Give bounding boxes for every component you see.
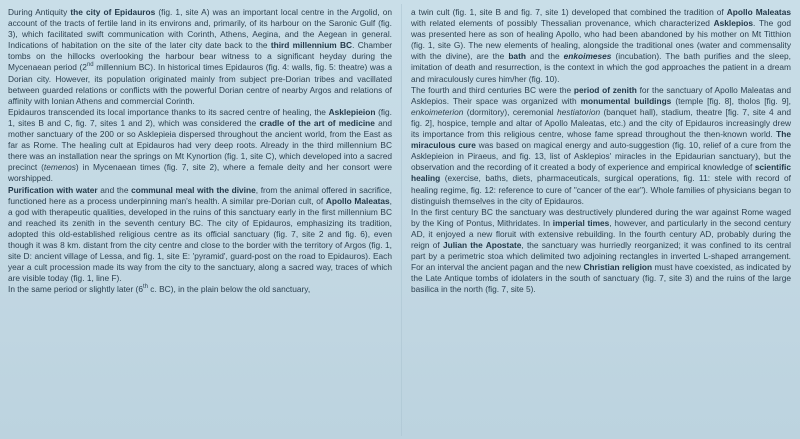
left-column bbox=[8, 7, 392, 295]
bold-text: communal meal with the divine bbox=[131, 184, 256, 195]
bold-text: imperial times bbox=[552, 217, 610, 228]
superscript: th bbox=[142, 284, 148, 291]
bold-text: scientific healing bbox=[411, 162, 791, 184]
italic-text: temenos bbox=[43, 162, 76, 173]
bold-text: The miraculous cure bbox=[411, 129, 791, 151]
bold-text: bath bbox=[508, 51, 526, 62]
bold-text: Apollo Maleatas bbox=[726, 7, 791, 17]
bold-text: Asklepios bbox=[713, 18, 754, 29]
bold-text: Christian religion bbox=[583, 262, 653, 273]
bold-text: cradle of the art of medicine bbox=[259, 117, 375, 128]
bold-text: Asklepieion bbox=[328, 106, 376, 117]
bold-text: period of zenith bbox=[573, 84, 637, 95]
paragraph: In the first century BC the sanctuary was destructively plundered during the war against Rome waged by the King of Pontus, Mithridates. In imperial times, however, and particularly in the second century AD, it enjoyed a new floruit with extensive rebuilding. In the fourth century AD, probably during the reign of Julian the Apostate, the sanctuary was hurriedly reorganized; it was confined to its central part by a perimetric stoa which delimited two adjoining rectangles in inverted L-shaped arrangement. For an interval the ancient pagan and the new Christian religion must have coexisted, as indicated by the Late Antique tombs of idolaters in the south of sanctuary (fig. 7, site 3) and the ruins of the large basilica in the north (fig. 7, site 5). bbox=[411, 206, 791, 295]
bold-text: Julian the Apostate bbox=[442, 239, 522, 250]
column-divider bbox=[401, 4, 402, 436]
bold-text: the city of Epidauros bbox=[70, 7, 156, 17]
italic-text: enkoimeterion bbox=[411, 106, 464, 117]
bold-text: third millennium BC bbox=[270, 40, 353, 51]
paragraph: Epidauros transcended its local importance thanks to its sacred centre of healing, the Asklepieion (fig. 1, sites B and C, fig. 7, sites 1 and 2), which was considered the cradle of the art of medicine and mother sanctuary of the 200 or so Asklepieia dispersed throughout the ancient world, from the East as far as Rome. The healing cult at Epidauros had very deep roots. Already in the third millennium BC there was an installation near the springs on Mt Kynortion (fig. 1, site C), which developed into a sacred precinct (temenos) in Mycenaean times (fig. 7, site 2), where a female deity and her consort were worshipped. bbox=[8, 106, 392, 184]
paragraph: The fourth and third centuries BC were the period of zenith for the sanctuary of Apollo Maleatas and Asklepios. Their space was organized with monumental buildings (temple [fig. 8], tholos [fig. 9], enkoimeterion (dormitory), ceremonial hestiatorion (banquet hall), stadium, theatre [fig. 7, site 4 and fig. 2], hospice, temple and altar of Apollo Maleatas, etc.) and the city of Epidauros increasingly drew its importance from this religious centre, whose fame spread throughout the then-known world. The miraculous cure was based on magical energy and auto-suggestion (fig. 10, relief of a cure from the Asklepieion in Piraeus, and fig. 13, list of Asklepios' miracles in the Epidaurian sanctuary), but the observation and the recording of it created a body of experience and empirical knowledge of scientific healing (exercise, baths, diets, pharmaceuticals, surgical operations, fig. 11: stele with record of healing regime, fig. 12: reference to cure of "cancer of the ear"). Whole families of physicians began to distinguish themselves in the city of Epidauros. bbox=[411, 84, 791, 206]
bold-text: monumental buildings bbox=[580, 95, 672, 106]
bold-text: Apollo Maleatas bbox=[325, 195, 390, 206]
italic-text: hestiatorion bbox=[557, 106, 601, 117]
paragraph: In the same period or slightly later (6th c. BC), in the plain below the old sanctuary, bbox=[8, 284, 311, 295]
bold-text: Purification with water bbox=[8, 184, 98, 195]
italic-text: enkoimeses bbox=[563, 51, 612, 62]
right-column bbox=[411, 7, 791, 295]
superscript: nd bbox=[86, 62, 94, 69]
paragraph: a twin cult (fig. 1, site B and fig. 7, site 1) developed that combined the tradition of Apollo Maleatas with related elements of possibly Thessalian provenance, which characterized Asklepios. The god was presented here as son of healing Apollo, who had been abandoned by his mother on Mt Titthion (fig. 1, site G). The new elements of healing, alongside the traditional ones (water and commensality with the divine), are the bath and the enkoimeses (incubation). The bath purifies and the sleep, imitation of death and resurrection, is the context in which the god approaches the patient in a dream and miraculously cures him/her (fig. 10). bbox=[411, 7, 791, 84]
bold-text bbox=[564, 51, 612, 61]
paragraph: During Antiquity the city of Epidauros (fig. 1, site A) was an important local centre in the Argolid, on account of the tracts of fertile land in its environs and, primarily, of its harbour on the Saronic Gulf (fig. 3), which facilitated swift communication with Corinth, Athens, Aegina, and the Aegean in general. Indications of habitation on the site of the later city date back to the third millennium BC. Chamber tombs on the hillocks overlooking the harbour bear witness to a significant heyday during the Mycenaean period (2nd millennium BC). In historical times Epidauros (fig. 4: walls, fig. 5: theatre) was a Dorian city. However, its population originated mainly from subject pre-Dorian tribes and vacillated between guarded relations or conflicts with the powerful Dorian centre of nearby Argos and relations of affinity with Ionian Athens and commercial Corinth. bbox=[8, 7, 393, 106]
paragraph: Purification with water and the communal meal with the divine, from the animal offered in sacrifice, functioned here as a process underpinning man's health. A similar pre-Dorian cult, of Apollo Maleatas, a god with therapeutic qualities, developed in the ruins of this sanctuary early in the first millennium BC and reached its zenith in the seventh century BC. The city of Epidauros, emphasizing its tradition, adopted this old-established religious centre as its official sanctuary (fig. 7, site 2 and fig. 6), even though it was 8 km. distant from the city centre and close to the border with the territory of Argos (fig. 1, site D: ancient village of Lessa, and fig. 1, site E: 'pyramid', guard-post on the road to Epidauros). Each year a cult procession made its way from the city to the sanctuary, along a sacred way, traces of which are visible today (fig. 1, line F). bbox=[8, 184, 392, 284]
